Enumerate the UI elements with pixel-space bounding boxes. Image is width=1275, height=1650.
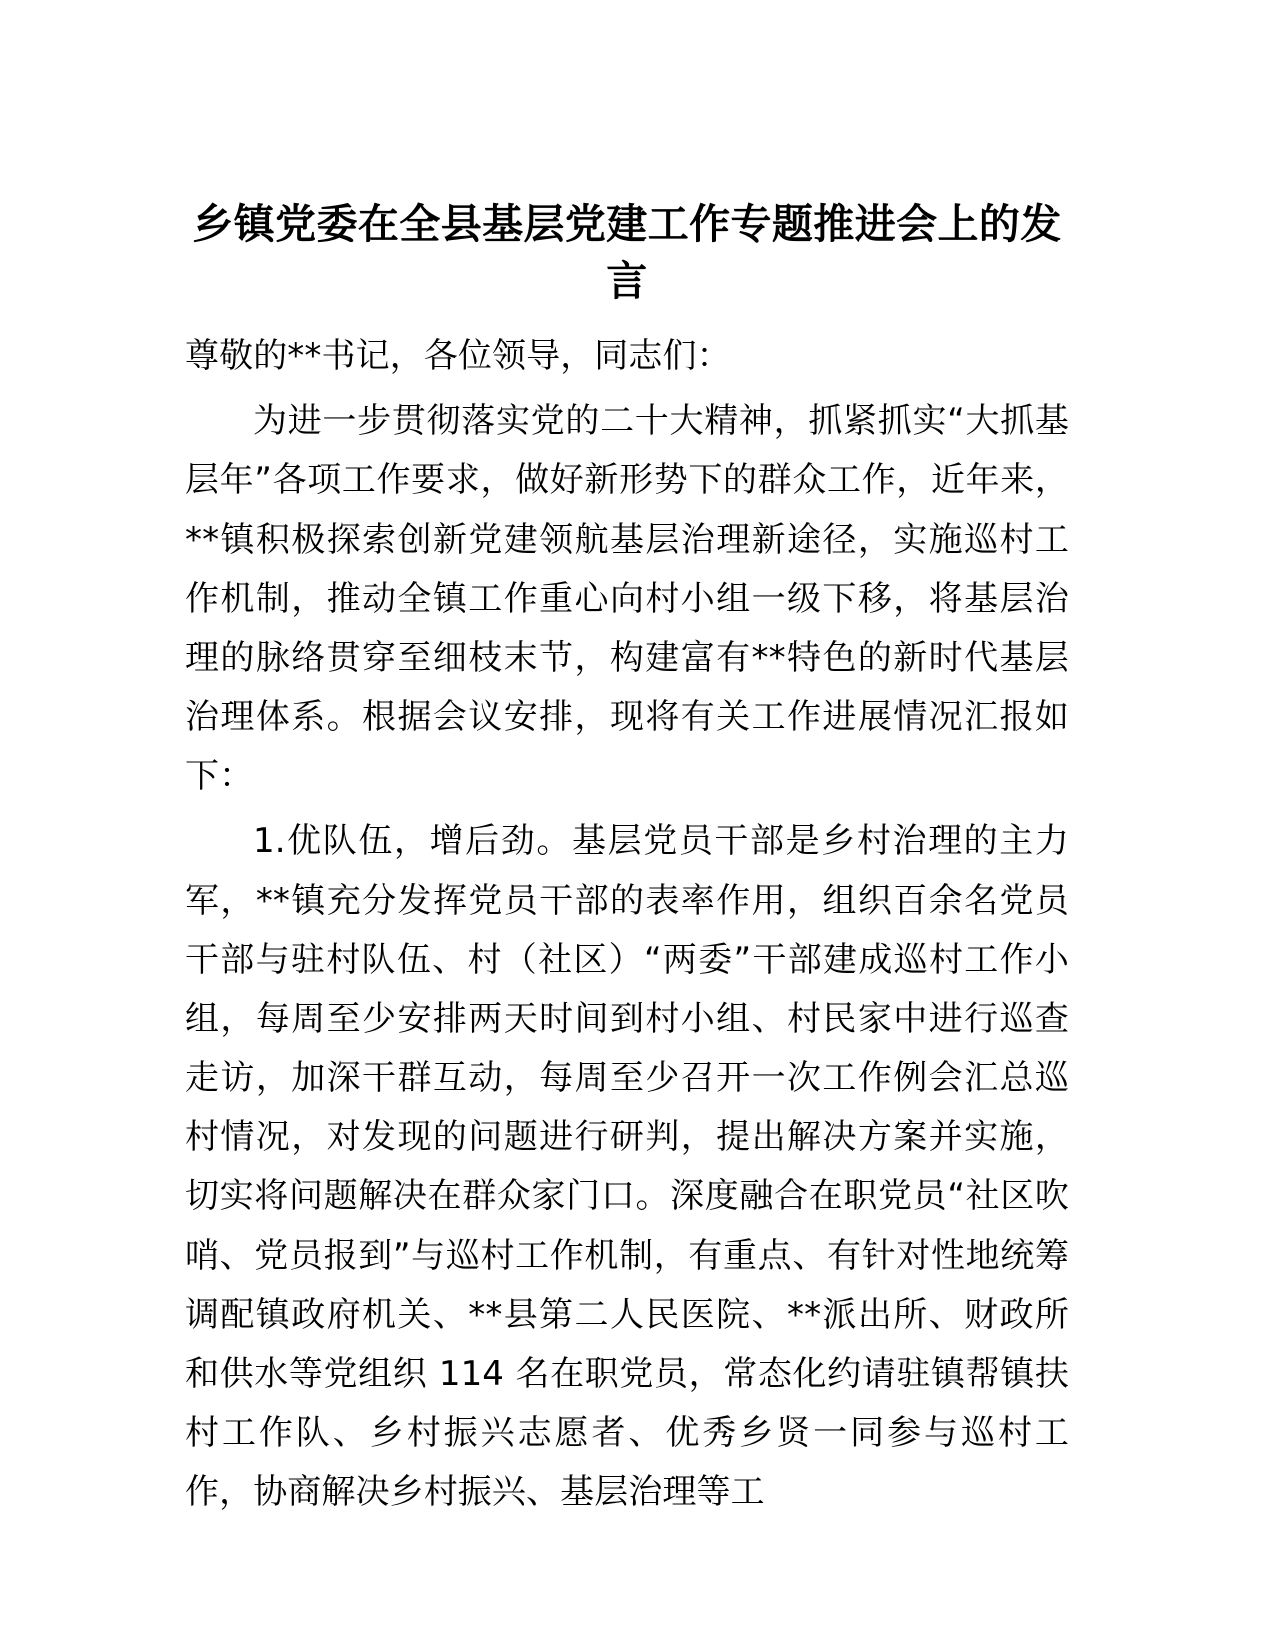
section-1-paragraph: 1.优队伍，增后劲。基层党员干部是乡村治理的主力军，**镇充分发挥党员干部的表率作用，组织百余名党员干部与驻村队伍、村（社区）“两委”干部建成巡村工作小组，每周至少安排两天时间到村小组、村民家中进行巡查走访，加深干群互动，每周至少召开一次工作例会汇总巡村情况，对发现的问题进行研判，提出解决方案并实施，切实将问题解决在群众家门口。深度融合在职党员“社区吹哨、党员报到”与巡村工作机制，有重点、有针对性地统筹调配镇政府机关、**县第二人民医院、**派出所、财政所和供水等党组织 114 名在职党员，常态化约请驻镇帮镇扶村工作队、乡村振兴志愿者、优秀乡贤一同参与巡村工作，协商解决乡村振兴、基层治理等工 [185, 821, 1069, 1513]
intro-paragraph: 为进一步贯彻落实党的二十大精神，抓紧抓实“大抓基层年”各项工作要求，做好新形势下的群众工作，近年来，**镇积极探索创新党建领航基层治理新途径，实施巡村工作机制，推动全镇工作重心向村小组一级下移，将基层治理的脉络贯穿至细枝末节，构建富有**特色的新时代基层治理体系。根据会议安排，现将有关工作进展情况汇报如下： [185, 401, 1069, 797]
salutation-paragraph: 尊敬的**书记，各位领导，同志们： [185, 336, 731, 377]
document-title: 乡镇党委在全县基层党建工作专题推进会上的发言 [192, 200, 1062, 305]
document-body [185, 196, 1069, 1528]
